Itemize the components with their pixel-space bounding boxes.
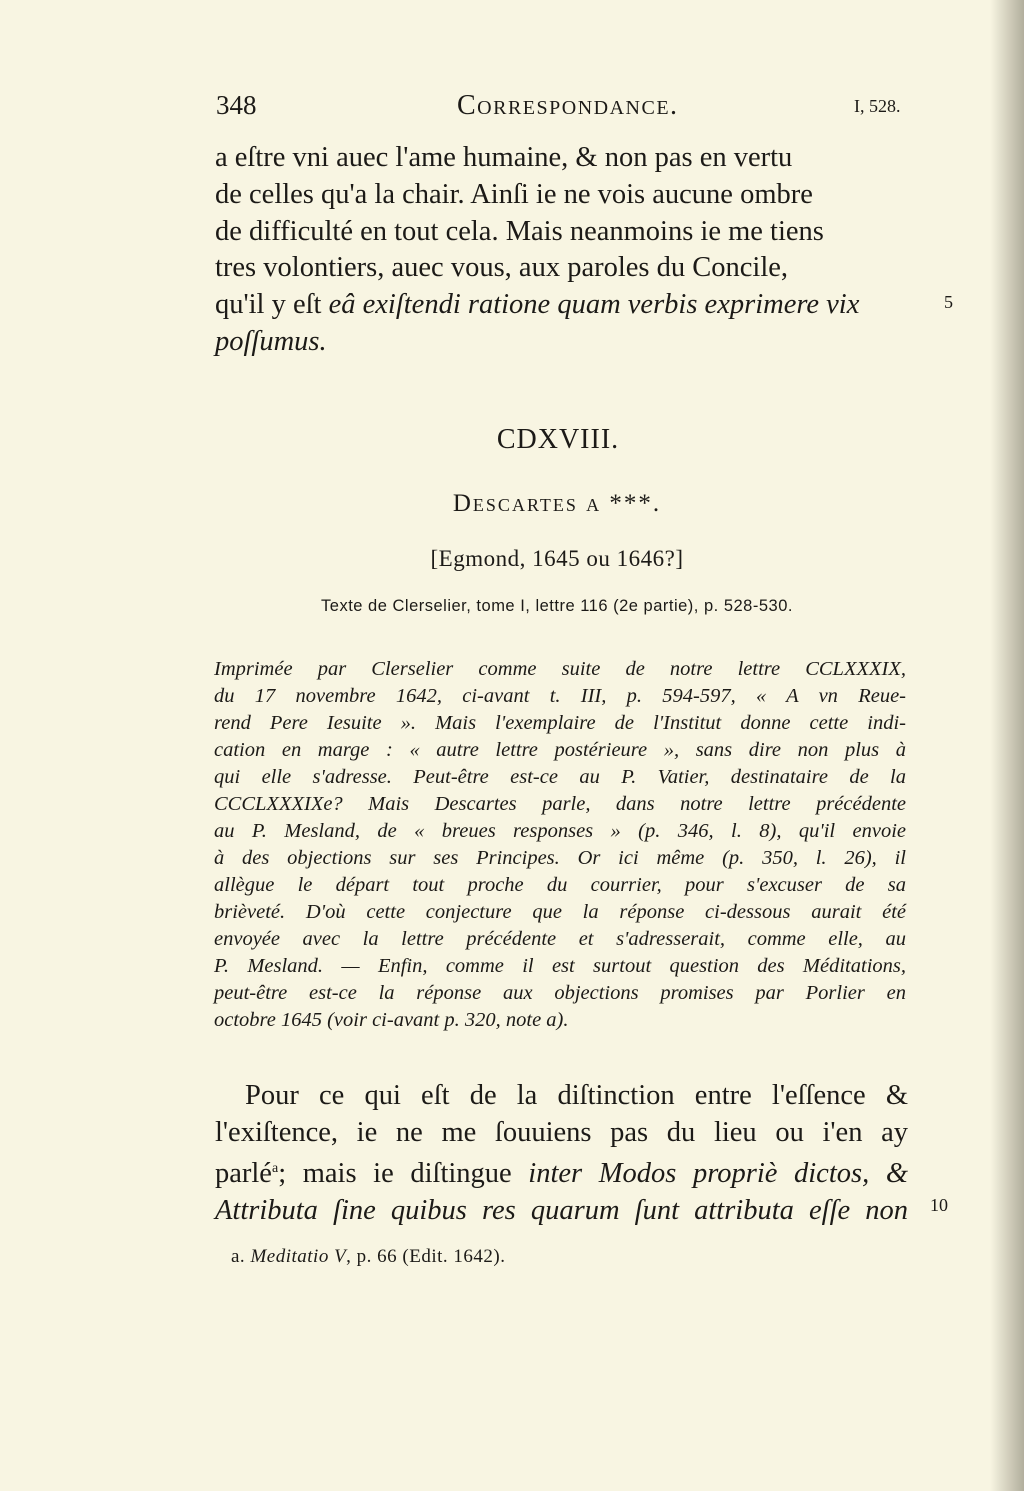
letter-source: Texte de Clerselier, tome I, lettre 116 (2e partie), p. 528-530. [321, 597, 793, 615]
page-number: 348 [216, 90, 257, 120]
latin-quote: eâ exiſtendi ratione quam verbis exprimere vix [328, 289, 860, 321]
note-line: peut-être est-ce la réponse aux objections promises par Porlier en [214, 982, 906, 1004]
footnote-marker: a [271, 1161, 279, 1176]
running-title: Correspondance. [457, 90, 679, 121]
note-line: envoyée avec la lettre précédente et s'adresserait, comme elle, au [214, 928, 906, 950]
latin-quote: Attributa ſine quibus res quarum ſunt attributa eſſe non [215, 1194, 908, 1226]
note-line: CCCLXXXIXe? Mais Descartes parle, dans notre lettre précédente [214, 793, 906, 815]
text-line: de celles qu'a la chair. Ainſi ie ne vois aucune ombre [215, 178, 813, 210]
note-line: Imprimée par Clerselier comme suite de notre lettre CCLXXXIX, [214, 658, 906, 680]
latin-quote-end: poſſumus. [215, 325, 327, 357]
page-edge-shadow [990, 0, 1024, 1491]
text-line [215, 287, 908, 324]
letter-number: CDXVIII. [496, 424, 620, 455]
roman-text: ; mais ie diſtingue [278, 1158, 529, 1189]
text-line: a eſtre vni auec l'ame humaine, & non pas en vertu [215, 142, 793, 173]
note-line: P. Mesland. — Enfin, comme il est surtout question des Méditations, [214, 955, 906, 977]
roman-text: parlé [215, 1158, 272, 1189]
text-line: tres volontiers, auec vous, aux paroles du Concile, [215, 252, 789, 284]
footnote-title: Meditatio V [250, 1246, 347, 1267]
latin-quote: inter Modos propriè dictos, & [528, 1158, 908, 1189]
text-line: Pour ce qui eſt de la diſtinction entre l'eſſence & [245, 1080, 908, 1111]
text-line: l'exiſtence, ie ne me ſouuiens pas du lieu ou i'en ay [215, 1116, 908, 1148]
letter-place-date: [Egmond, 1645 ou 1646?] [430, 546, 684, 571]
letter-addressee: Descartes a ***. [452, 490, 662, 517]
note-line: qui elle s'adresse. Peut-être est-ce au P. Vatier, destinataire de la [214, 766, 906, 788]
text-line: de difficulté en tout cela. Mais neanmoins ie me tiens [215, 215, 824, 247]
footnote [231, 1246, 506, 1268]
note-line: brièveté. D'où cette conjecture que la réponse ci-dessous aurait été [214, 901, 906, 923]
line-number-5: 5 [944, 292, 953, 312]
roman-text: qu'il y eſt [215, 289, 329, 321]
note-line: au P. Mesland, de « breues responses » (p. 346, l. 8), qu'il envoie [214, 820, 906, 842]
note-line: à des objections sur ses Principes. Or ici même (p. 350, l. 26), il [214, 847, 906, 869]
continued-paragraph [215, 140, 908, 361]
note-line: octobre 1645 (voir ci-avant p. 320, note a). [214, 1009, 569, 1031]
note-line: cation en marge : « autre lettre postérieure », sans dire non plus à [214, 739, 906, 761]
letter-body [215, 1078, 908, 1229]
footnote-mark: a. [231, 1246, 246, 1267]
note-line: du 17 novembre 1642, ci-avant t. III, p. 594-597, « A vn Reue- [214, 685, 906, 707]
note-line: allègue le départ tout proche du courrier, pour s'excuser de sa [214, 874, 906, 896]
page-reference: I, 528. [854, 96, 901, 116]
editor-note [214, 656, 906, 1034]
note-line: rend Pere Iesuite ». Mais l'exemplaire de l'Institut donne cette indi- [214, 712, 906, 734]
footnote-rest: , p. 66 (Edit. 1642). [346, 1246, 506, 1267]
line-number-10: 10 [930, 1195, 948, 1215]
text-line [215, 1151, 908, 1193]
